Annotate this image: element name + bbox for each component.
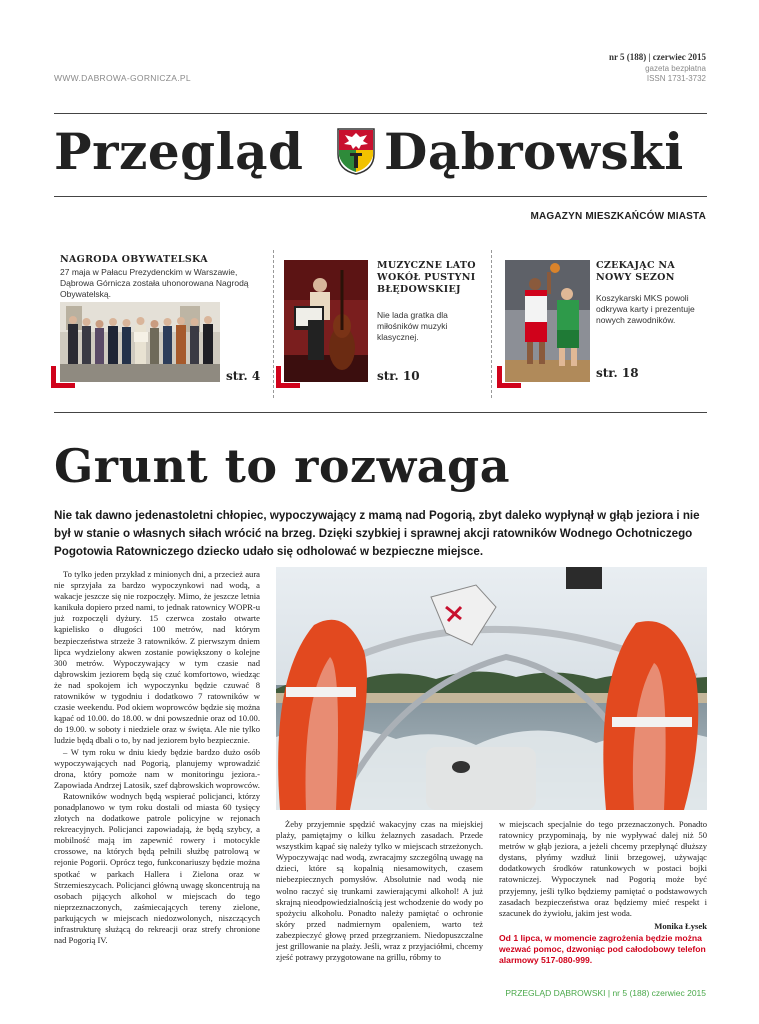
double-bass-player-photo — [284, 260, 368, 382]
masthead-top-rule — [54, 113, 707, 114]
issn: ISSN 1731-3732 — [646, 74, 706, 83]
tagline: MAGAZYN MIESZKAŃCÓW MIASTA — [530, 211, 706, 222]
teaser-page-link[interactable]: str. 10 — [377, 369, 420, 383]
teaser-red-corner — [51, 366, 75, 388]
teaser-text: Nie lada gratka dla miłośników muzyki klasycznej. — [377, 310, 448, 342]
teaser-bottom-rule — [54, 412, 707, 413]
teaser-title — [377, 260, 476, 296]
teaser-text: 27 maja w Pałacu Prezydenckim w Warszawie, Dąbrowa Górnicza została uhonorowana Nagrodą Obywatelską. — [60, 267, 249, 299]
teaser-title — [596, 260, 675, 284]
issue-sub — [645, 64, 706, 84]
article-paragraph: To tylko jeden przykład z minionych dni, a przecież aura nie sprzyjała za bardzo wypoczynkowi nad wodą, a wakacje jeszcze się nie rozpoczęły. Mimo, że jeszcze letnia kanikuła dopiero przed nami, to jednak ratownicy WOPR-u już rozpoczęli dyżury. 15 czerwca zostało otwarte kąpielisko o długości 100 metrów, nad którym bezpieczeństwa strzeże 3 ratowników. Z pierwszym dniem lipca wydzielony akwen zostanie powiększony o kolejne 300 metrów. Wypoczywający w tym czasie nad dąbrowskim jeziorem będą się czuć komfortowo, wiedząc że nad spokojem ich wypoczynku będzie czuwać 8 ratowników w tygodniu i dodatkowo 7 ratowników w czasie weekendu. Pod okiem woprowców będzie się można kąpać od 10.00. do 18.00. w dni powszednie oraz od 10.00. do 19.00. w soboty i niedziele oraz w święta. Ale nie tylko ludzie będą dbali o to, by nad jeziorem było bezpiecznie. — [54, 569, 260, 746]
teaser-title: NAGRODA OBYWATELSKA — [60, 254, 208, 265]
article-paragraph: w miejscach specjalnie do tego przeznaczonych. Ponadto ratownicy przypominają, by nie wypływać dalej niż 50 metrów w głąb jeziora, a jeżeli chcemy przepłynąć dłuższy dystans, płyńmy wzdłuż linii brzegowej, używając dodatkowych środków ratunkowych w postaci bojki ratowniczej. Wypoczynek nad Pogorią może być przyjemny, jeśli tylko będziemy pamiętać o podstawowych zasadach bezpieczeństwa oraz będziemy mieć respekt i szacunek do żywiołu, jakim jest woda. — [499, 819, 707, 918]
emergency-phone-notice: Od 1 lipca, w momencie zagrożenia będzie można wezwać pomoc, dzwoniąc pod całodobowy telefon alarmowy 517-080-999. — [499, 932, 706, 965]
article-column-1 — [54, 569, 260, 946]
city-crest-icon — [335, 126, 377, 176]
award-group-photo — [60, 302, 220, 382]
article-lead: Nie tak dawno jedenastoletni chłopiec, wypoczywający z mamą nad Pogorią, zbyt daleko wypłynął w głąb jeziora i nie był w stanie o własnych siłach wrócić na brzeg. Dzięki szybkiej i sprawnej akcji ratowników Wodnego Ochotniczego Pogotowia Ratowniczego dziecko udało się odholować w bezpieczne miejsce. — [54, 509, 700, 558]
article-paragraph: Żeby przyjemnie spędzić wakacyjny czas na miejskiej plaży, pamiętajmy o kilku żelaznych zasadach. Przede wszystkim kąpać się należy tylko w miejscach strzeżonych. Wypoczywając nad wodą, zwracajmy szczególną uwagę na dzieci, które są kopalnią niesamowitych, czasem niebezpiecznych pomysłów. Absolutnie nad wodą nie wolno raczyć się trunkami zawierającymi alkohol! A już skrajną nieodpowiedzialnością jest wchodzenie do wody po spożyciu alkoholu. Ponadto należy pamiętać o ochronie skóry przed nadmiernym opaleniem, warto też zabezpieczyć głowę przed przegrzaniem. Niedopuszczalne jest grillowanie na plaży. Jeśli, wraz z przyjaciółmi, chcemy zjeść potrawy przygotowane na grillu, róbmy to — [276, 819, 483, 963]
lifeguard-boat-photo — [276, 567, 707, 810]
teaser-title-line: CZEKAJĄC NA — [596, 260, 676, 271]
teaser-page-link[interactable]: str. 4 — [226, 369, 261, 383]
teaser-red-corner — [497, 366, 521, 388]
teaser-red-corner — [276, 366, 300, 388]
masthead-bottom-rule — [54, 196, 707, 197]
article-column-3 — [499, 819, 707, 966]
teaser-title-line: BŁĘDOWSKIEJ — [377, 284, 461, 295]
site-url[interactable]: WWW.DABROWA-GORNICZA.PL — [54, 73, 191, 83]
article-author: Monika Łysek — [654, 920, 707, 931]
masthead-title-right: Dąbrowski — [384, 122, 684, 181]
teaser-separator — [491, 250, 492, 398]
teaser-title-line: NOWY SEZON — [596, 272, 675, 283]
teaser-page-link[interactable]: str. 18 — [596, 366, 639, 380]
basketball-players-photo — [505, 260, 590, 382]
article-headline: Grunt to rozwaga — [54, 439, 511, 493]
page-footer: PRZEGLĄD DĄBROWSKI | nr 5 (188) czerwiec 2015 — [505, 988, 706, 998]
masthead — [54, 118, 707, 188]
teaser-text: Koszykarski MKS powoli odkrywa karty i prezentuje nowych zawodników. — [596, 293, 695, 325]
masthead-title-left: Przegląd — [54, 122, 304, 181]
issue-info: nr 5 (188) | czerwiec 2015 — [608, 52, 706, 62]
article-column-2 — [276, 819, 483, 963]
article-paragraph: Ratowników wodnych będą wspierać policjanci, którzy ponadplanowo w tym roku dostali od miasta 60 tysięcy złotych na dodatkowe patrole policyjne w rejonach rekreacyjnych. Policjanci zapowiadają, że będą szybcy, a mobilność mają im zapewnić rowery i motocykle crossowe, na których będą pełnili służbę patrolową w rejonie Pogorii. Oprócz tego, funkconariuszy będzie można spotkać w parkach Hallera i Zielona oraz w Strzemieszycach. Policjanci główną uwagę skoncentrują na osobach pijących alkohol w miejscach do tego nieprzeznaczonych, zaśmiecających tereny zielone, parkujących w miejscach niedozwolonych, niszczących infrastrukturę służącą do rekreacji oraz strefy chronione nad Pogorią IV. — [54, 790, 260, 946]
free-note: gazeta bezpłatna — [645, 64, 706, 73]
teaser-title-line: MUZYCZNE LATO — [377, 260, 476, 271]
teaser-title-line: WOKÓŁ PUSTYNI — [377, 272, 476, 283]
teaser-separator — [273, 250, 274, 398]
article-paragraph: – W tym roku w dniu kiedy będzie bardzo dużo osób wypoczywających nad Pogorią, planujemy wprowadzić drona, który pomoże nam w monitoringu jeziora.- Zapowiada Andrzej Latosik, szef dąbrowskich woprowców. — [54, 746, 260, 790]
